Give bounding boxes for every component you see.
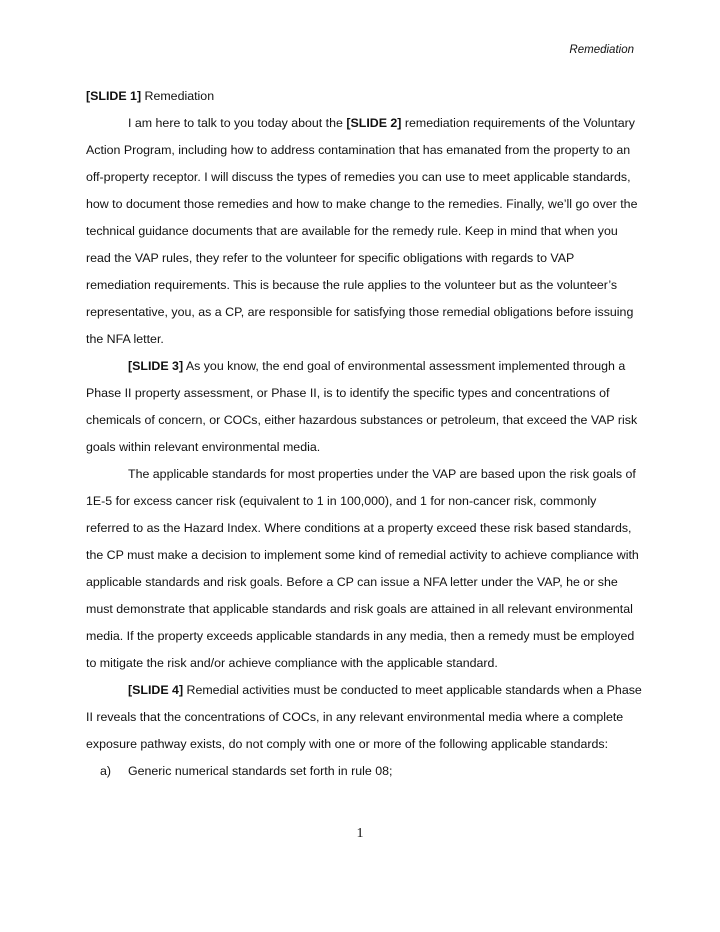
slide-marker: [SLIDE 3] bbox=[128, 359, 184, 373]
document-body bbox=[86, 83, 642, 785]
paragraph-intro bbox=[86, 110, 642, 353]
paragraph-slide-3 bbox=[86, 353, 642, 461]
paragraph-text: I am here to talk to you today about the bbox=[128, 116, 347, 130]
paragraph-slide-4 bbox=[86, 677, 642, 758]
page-number: 1 bbox=[356, 826, 364, 841]
slide-marker: [SLIDE 2] bbox=[346, 116, 402, 130]
paragraph-text: The applicable standards for most properties under the VAP are based upon the risk goals of 1E-5 for excess cancer risk (equivalent to 1 in 100,000), and 1 for non-cancer risk, commonly referred to as the Hazard Index. Where conditions at a property exceed these risk based standards, the CP must make a decision to implement some kind of remedial activity to achieve compliance with applicable standards and risk goals. Before a CP can issue a NFA letter under the VAP, he or she must demonstrate that applicable standards and risk goals are attained in all relevant environmental media. If the property exceeds applicable standards in any media, then a remedy must be employed to mitigate the risk and/or achieve compliance with the applicable standard. bbox=[86, 467, 639, 670]
list-marker: a) bbox=[100, 764, 112, 778]
running-header: Remediation bbox=[569, 44, 634, 56]
slide-marker: [SLIDE 1] bbox=[86, 89, 142, 103]
list-item bbox=[100, 758, 642, 785]
slide-marker: [SLIDE 4] bbox=[128, 683, 184, 697]
paragraph-slide-1 bbox=[86, 83, 642, 110]
paragraph-text: Remedial activities must be conducted to meet applicable standards when a Phase II reveals that the concentrations of COCs, in any relevant environmental media where a complete exposure pathway exists, do not comply with one or more of the following applicable standards: bbox=[86, 683, 642, 751]
paragraph-text: Remediation bbox=[141, 89, 215, 103]
paragraph-text: As you know, the end goal of environmental assessment implemented through a Phase II property assessment, or Phase II, is to identify the specific types and concentrations of chemicals of concern, or COCs, either hazardous substances or petroleum, that exceed the VAP risk goals within relevant environmental media. bbox=[86, 359, 638, 454]
paragraph-applicable-standards bbox=[86, 461, 642, 677]
list-item-text: Generic numerical standards set forth in rule 08; bbox=[128, 764, 393, 778]
paragraph-text: remediation requirements of the Voluntary Action Program, including how to address contamination that has emanated from the property to an off-property receptor. I will discuss the types of remedies you can use to meet applicable standards, how to document those remedies and how to make change to the remedies. Finally, we’ll go over the technical guidance documents that are available for the remedy rule. Keep in mind that when you read the VAP rules, they refer to the volunteer for specific obligations with regards to VAP remediation requirements. This is because the rule applies to the volunteer but as the volunteer’s representative, you, as a CP, are responsible for satisfying those remedial obligations before issuing the NFA letter. bbox=[86, 116, 638, 346]
